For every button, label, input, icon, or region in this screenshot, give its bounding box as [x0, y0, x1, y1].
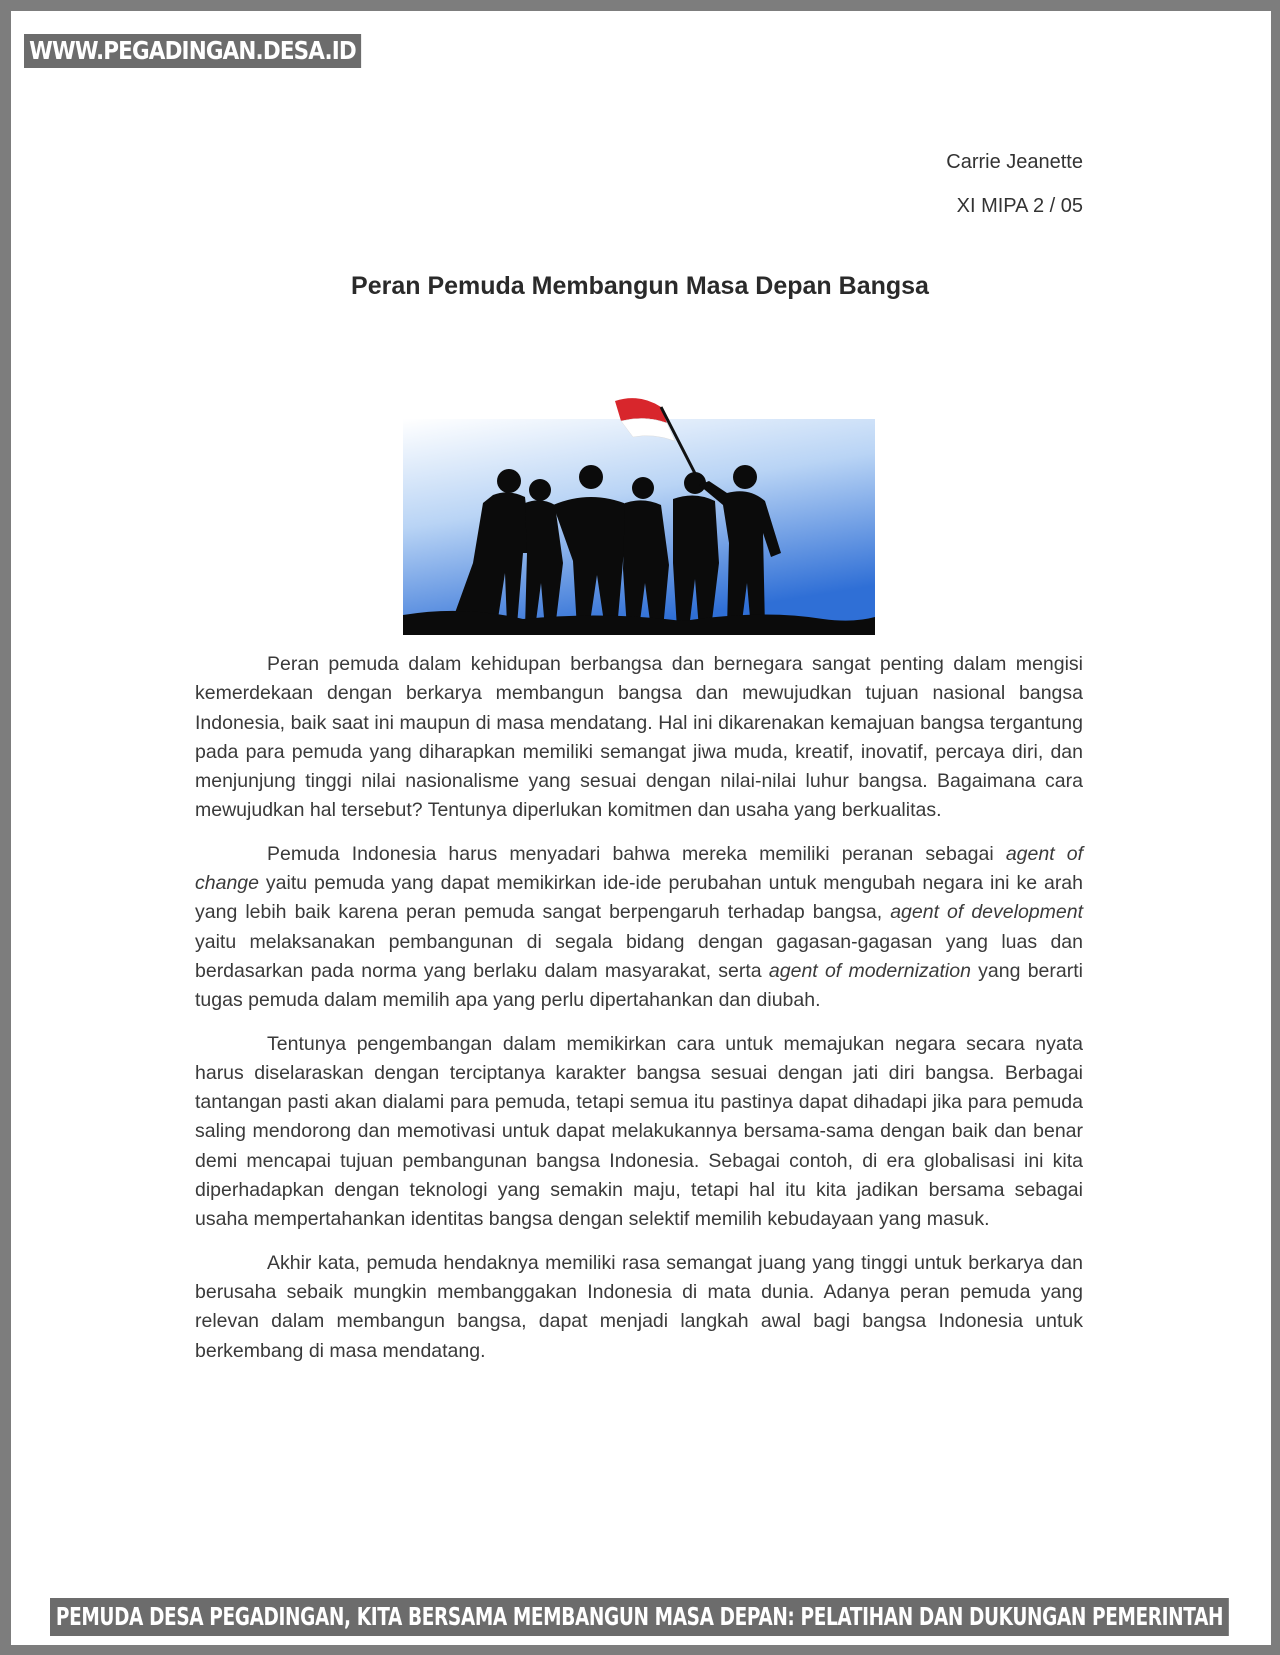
image-caption: PEMUDA DESA PEGADINGAN, KITA BERSAMA MEMBANGUN MASA DEPAN: PELATIHAN DAN DUKUNGAN PEMERINTAH — [50, 1598, 1229, 1636]
youth-flag-illustration — [403, 393, 875, 635]
paragraph-2 — [195, 840, 1083, 1016]
essay-body — [195, 650, 1083, 1380]
site-watermark: WWW.PEGADINGAN.DESA.ID — [24, 34, 361, 68]
author-name: Carrie Jeanette — [946, 151, 1083, 173]
author-class: XI MIPA 2 / 05 — [956, 195, 1083, 217]
author-block — [946, 140, 1083, 228]
document-title: Peran Pemuda Membangun Masa Depan Bangsa — [351, 272, 929, 300]
paragraph-2-text: yang berarti tugas pemuda dalam memilih apa yang perlu dipertahankan dan diubah. — [195, 959, 1083, 1012]
paragraph-4: Akhir kata, pemuda hendaknya memiliki rasa semangat juang yang tinggi untuk berkarya dan berusaha sebaik mungkin membanggakan Indonesia di mata dunia. Adanya peran pemuda yang relevan dalam membangun bangsa, dapat menjadi langkah awal bagi bangsa Indonesia untuk berkembang di masa mendatang. — [195, 1251, 1083, 1362]
paragraph-2-text: yaitu pemuda yang dapat memikirkan ide-ide perubahan untuk mengubah negara ini ke arah yang lebih baik karena peran pemuda sangat berpengaruh terhadap bangsa, — [195, 872, 1083, 924]
term-agent-of-development: agent of development — [890, 901, 1083, 924]
term-agent-of-modernization: agent of modernization — [768, 959, 971, 982]
paragraph-3: Tentunya pengembangan dalam memikirkan cara untuk memajukan negara secara nyata harus diselaraskan dengan terciptanya karakter bangsa sesuai dengan jati diri bangsa. Berbagai tantangan pasti akan dialami para pemuda, tetapi semua itu pastinya dapat dihadapi jika para pemuda saling mendorong dan memotivasi untuk dapat melakukannya bersama-sama dengan baik dan benar demi mencapai tujuan pembangunan bangsa Indonesia. Sebagai contoh, di era globalisasi ini kita diperhadapkan dengan teknologi yang semakin maju, tetapi hal itu kita jadikan bersama sebagai usaha mempertahankan identitas bangsa dengan selektif memilih kebudayaan yang masuk. — [195, 1032, 1083, 1231]
paragraph-1: Peran pemuda dalam kehidupan berbangsa dan bernegara sangat penting dalam mengisi kemerdekaan dengan berkarya membangun bangsa dan mewujudkan tujuan nasional bangsa Indonesia, baik saat ini maupun di masa mendatang. Hal ini dikarenakan kemajuan bangsa tergantung pada para pemuda yang diharapkan memiliki semangat jiwa muda, kreatif, inovatif, percaya diri, dan menjunjung tinggi nilai nasionalisme yang sesuai dengan nilai-nilai luhur bangsa. Bagaimana cara mewujudkan hal tersebut? Tentunya diperlukan komitmen dan usaha yang berkualitas. — [195, 653, 1083, 822]
paragraph-2-text: Pemuda Indonesia harus menyadari bahwa mereka memiliki peranan sebagai — [267, 842, 1006, 865]
term-agent-of-change: agent of change — [195, 842, 1083, 895]
silhouette-image — [403, 393, 875, 635]
paragraph-2-text: yaitu melaksanakan pembangunan di segala bidang dengan gagasan-gagasan yang luas dan berdasarkan pada norma yang berlaku dalam masyarakat, serta — [195, 930, 1083, 982]
